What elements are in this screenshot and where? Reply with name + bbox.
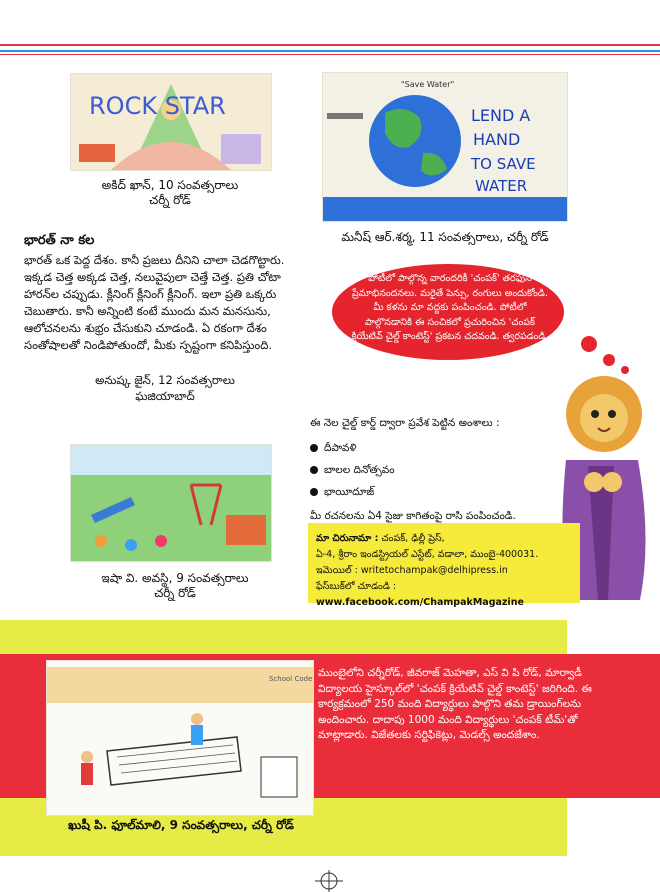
bubble-text: పోటీలో పాల్గొన్న వారందరికీ 'చంపక్' తరఫున ప్రేమాభినందనలు. మరైతే పెన్సు, రంగులు అందుకోండి. మీ కళను మా వద్దకు పంపించండి. పోటీలో పాల్గొనడానికి ఈ సంచికలో ప్రచురించిన 'చంపక్ క్రియేటివ్ చైల్డ్ కాంటెస్ట్' ప్రకటన చదవండి. త్వరపడండి. xyxy=(351,273,549,342)
svg-text:ROCK STAR: ROCK STAR xyxy=(89,92,226,120)
address-box xyxy=(308,523,580,608)
artwork-save-water xyxy=(322,72,568,222)
top-rule-red xyxy=(0,44,660,46)
story-title: భారత్ నా కల xyxy=(24,233,95,248)
bullet-icon xyxy=(310,488,318,496)
story-place: ఘజియాబాద్ xyxy=(135,389,195,403)
artwork-save-water-caption: మనీష్ ఆర్.శర్మ, 11 సంవత్సరాలు, చర్నీ రోడ్ xyxy=(341,230,549,244)
top-rule-blue xyxy=(0,50,660,52)
subject-item: భాయీదూజ్ xyxy=(310,481,550,503)
subjects-list xyxy=(310,437,550,503)
subject-item: దీపావళి xyxy=(310,437,550,459)
artwork-rock-star xyxy=(70,73,272,171)
svg-text:School Code: School Code xyxy=(269,675,313,683)
story-signature xyxy=(60,372,270,404)
caption-line-1: ఇషా వి. అవస్థి, 9 సంవత్సరాలు xyxy=(101,571,249,585)
email-link[interactable]: writetochampak@delhipress.in xyxy=(360,565,508,576)
artwork-playground xyxy=(70,444,272,562)
bullet-icon xyxy=(310,466,318,474)
subject-item: బాలల దినోత్సవం xyxy=(310,459,550,481)
crosshair-icon xyxy=(315,870,343,892)
top-rule-red-2 xyxy=(0,54,660,55)
caption-line-2: చర్నీ రోడ్ xyxy=(154,586,196,600)
svg-text:TO SAVE: TO SAVE xyxy=(471,155,536,173)
svg-text:WATER: WATER xyxy=(475,177,528,195)
svg-text:"Save Water": "Save Water" xyxy=(401,80,455,89)
facebook-label: ఫేస్‌బుక్‌లో చూడండి : xyxy=(316,581,397,592)
story-text: భారత్ ఒక పెద్ద దేశం. కానీ ప్రజలు దీనిని చాలా చెడగొట్టారు. ఇక్కడ చెత్త అక్కడ చెత్త, నలువైపులా చెత్తే చెత్త. ప్రతి చోటా హారన్‌ల చప్పుడు. క్లీనింగ్ క్లీనింగ్ క్లీనింగ్. ఇలా ప్రతి ఒక్కరు చెబుతారు. కానీ అన్నింటి కంటే ముందు మన మనసును, ఆలోచనలను శుభ్రం చేసుకుని చూడండి. ఏ రకంగా దేశం సంతోషాలతో నిండిపోతుందో, మీకు స్పష్టంగా కనిపిస్తుంది. xyxy=(24,253,285,352)
subjects-heading: ఈ నెల చైల్డ్ కార్డ్ ద్వారా ప్రవేశ పెట్టిన అంశాలు : xyxy=(310,417,500,429)
story-body xyxy=(24,252,296,354)
address-line-1: చంపక్, ఢిల్లీ ప్రెస్, xyxy=(381,533,445,544)
address-label: మా చిరునామా : xyxy=(316,533,379,544)
svg-text:LEND A: LEND A xyxy=(471,106,531,125)
event-report: ముంబైలోని చర్నీరోడ్, జీవరాజ్ మెహతా, ఎస్ వి పి రోడ్, మార్వాడీ విద్యాలయ హైస్కూల్‌లో 'చంపక్ క్రియేటివ్ చైల్డ్ కాంటెస్ట్' జరిగింది. ఈ కార్యక్రమంలో 250 మంది విద్యార్థులు పాల్గొని తమ డ్రాయింగ్‌లను అందించారు. దాదాపు 1000 మంది విద్యార్థులు 'చంపక్ టీమ్'తో మాట్లాడారు. విజేతలకు సర్టిఫికెట్లు, మెడల్స్ అందజేశాం. xyxy=(318,667,592,741)
artwork-playground-caption xyxy=(55,571,295,601)
caption-line-1: అకిద్ ఖాన్, 10 సంవత్సరాలు xyxy=(101,178,239,192)
artwork-sports-caption: ఖుషీ పి. ఫూల్‌మాలి, 9 సంవత్సరాలు, చర్నీ రోడ్ xyxy=(68,818,294,832)
subjects-note: మీ రచనలను ఏ4 సైజు కాగితంపై రాసి పంపించండి. xyxy=(310,510,516,522)
artwork-sports xyxy=(46,660,314,816)
bullet-icon xyxy=(310,444,318,452)
address-line-2: ఏ-4, శ్రీరాం ఇండస్ట్రియల్ ఎస్టేట్, వడాలా, ముంబై-400031. xyxy=(316,549,539,560)
facebook-link[interactable]: www.facebook.com/ChampakMagazine xyxy=(316,597,524,608)
contest-subjects xyxy=(310,415,550,527)
email-label: ఇమెయిల్ : xyxy=(316,565,358,576)
story-author: అనుష్క జైన్, 12 సంవత్సరాలు xyxy=(95,373,235,387)
svg-text:HAND: HAND xyxy=(473,130,521,149)
caption-line-2: చర్నీ రోడ్ xyxy=(149,193,191,207)
artwork-rock-star-caption xyxy=(60,178,280,208)
